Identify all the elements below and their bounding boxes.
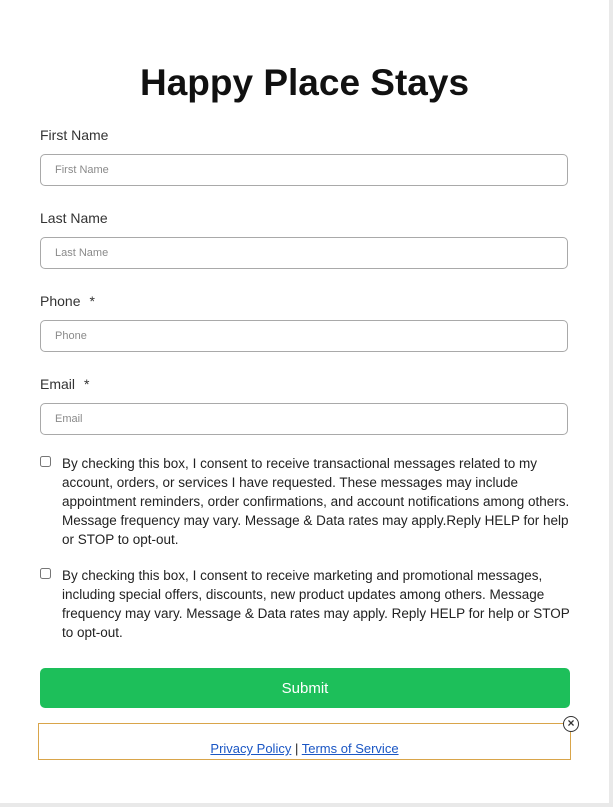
email-input[interactable] [40, 403, 568, 435]
terms-of-service-link[interactable]: Terms of Service [301, 741, 399, 756]
transactional-consent [40, 454, 570, 549]
email-label: Email * [40, 376, 90, 392]
phone-input[interactable] [40, 320, 568, 352]
transactional-consent-checkbox[interactable] [40, 456, 51, 467]
first-name-label: First Name [40, 127, 109, 143]
close-icon[interactable]: × [563, 716, 579, 732]
required-asterisk: * [89, 293, 95, 309]
transactional-consent-text: By checking this box, I consent to receive transactional messages related to my account, orders, or services I have requested. These messages may include appointment reminders, order confirmations, and account notifications among others. Message frequency may vary. Message & Data rates may apply.Reply HELP for help or STOP to opt-out. [62, 456, 570, 547]
last-name-label: Last Name [40, 210, 108, 226]
marketing-consent-text: By checking this box, I consent to receive marketing and promotional messages, including special offers, discounts, new product updates among others. Message frequency may vary. Message & Data rates may apply. Reply HELP for help or STOP to opt-out. [62, 568, 570, 640]
first-name-input[interactable] [40, 154, 568, 186]
privacy-policy-link[interactable]: Privacy Policy [210, 741, 292, 756]
required-asterisk: * [84, 376, 90, 392]
page-title: Happy Place Stays [139, 62, 470, 103]
phone-label: Phone * [40, 293, 95, 309]
link-separator: | [294, 741, 299, 756]
submit-button[interactable]: Submit [40, 668, 570, 708]
footer-links-box [38, 723, 571, 760]
footer-links [39, 741, 570, 756]
last-name-input[interactable] [40, 237, 568, 269]
marketing-consent-checkbox[interactable] [40, 568, 51, 579]
marketing-consent [40, 566, 570, 644]
